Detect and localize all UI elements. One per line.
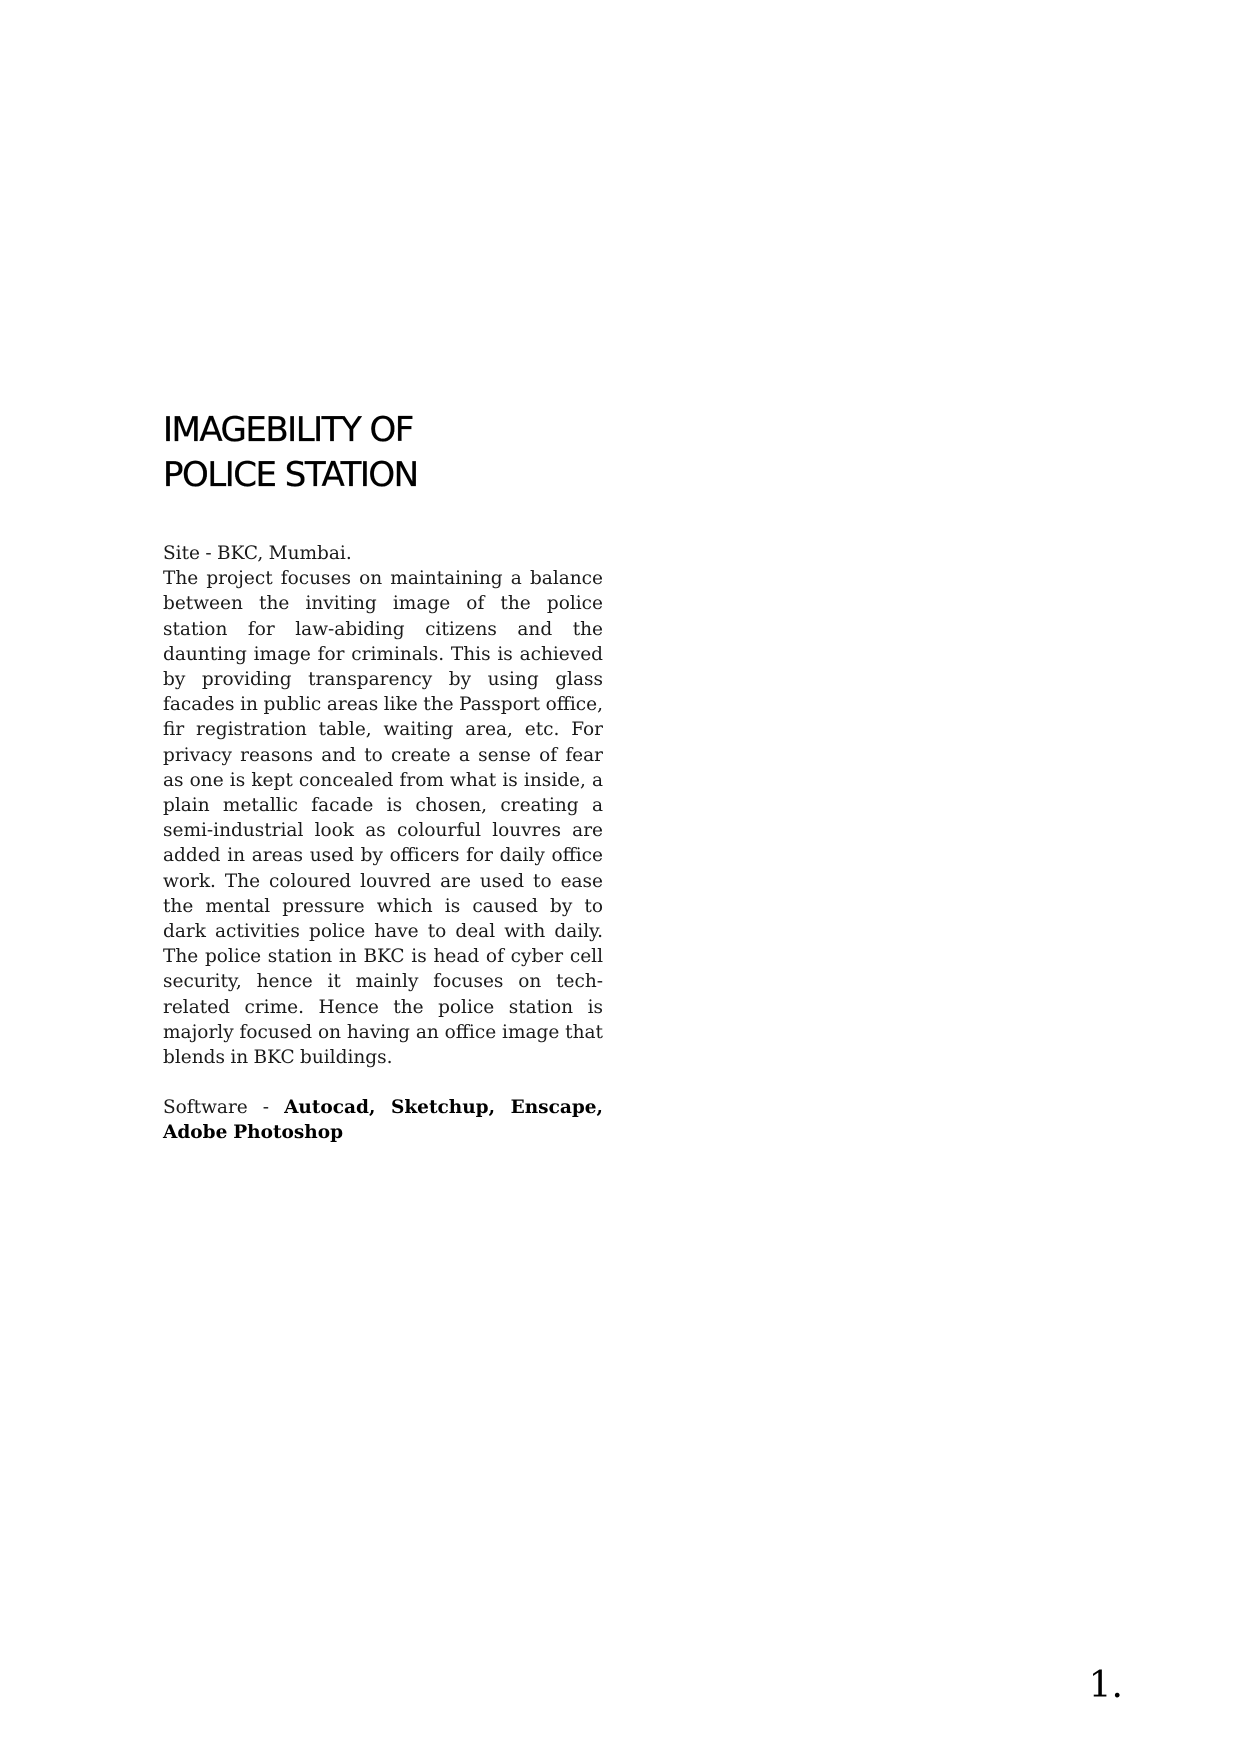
title-line-1: IMAGEBILITY OF — [163, 410, 413, 450]
title-line-2: POLICE STATION — [163, 455, 418, 495]
page-number: 1. — [1088, 1665, 1123, 1706]
software-tools: Autocad, Sketchup, Enscape, Adobe Photoshop — [163, 1097, 603, 1144]
project-description-block — [163, 408, 603, 1146]
software-line — [163, 1095, 603, 1145]
page-title — [163, 408, 603, 498]
project-description: The project focuses on maintaining a balance between the inviting image of the police station for law-abiding citizens and the daunting image for criminals. This is achieved by providing transparency by using glass facades in public areas like the Passport office, fir registration table, waiting area, etc. For privacy reasons and to create a sense of fear as one is kept concealed from what is inside, a plain metallic facade is chosen, creating a semi-industrial look as colourful louvres are added in areas used by officers for daily office work. The coloured louvred are used to ease the mental pressure which is caused by to dark activities police have to deal with daily. The police station in BKC is head of cyber cell security, hence it mainly focuses on tech-related crime. Hence the police station is majorly focused on having an office image that blends in BKC buildings. — [163, 568, 603, 1069]
body-text — [163, 541, 603, 1070]
software-label: Software - — [163, 1097, 285, 1119]
site-line: Site - BKC, Mumbai. — [163, 543, 352, 564]
